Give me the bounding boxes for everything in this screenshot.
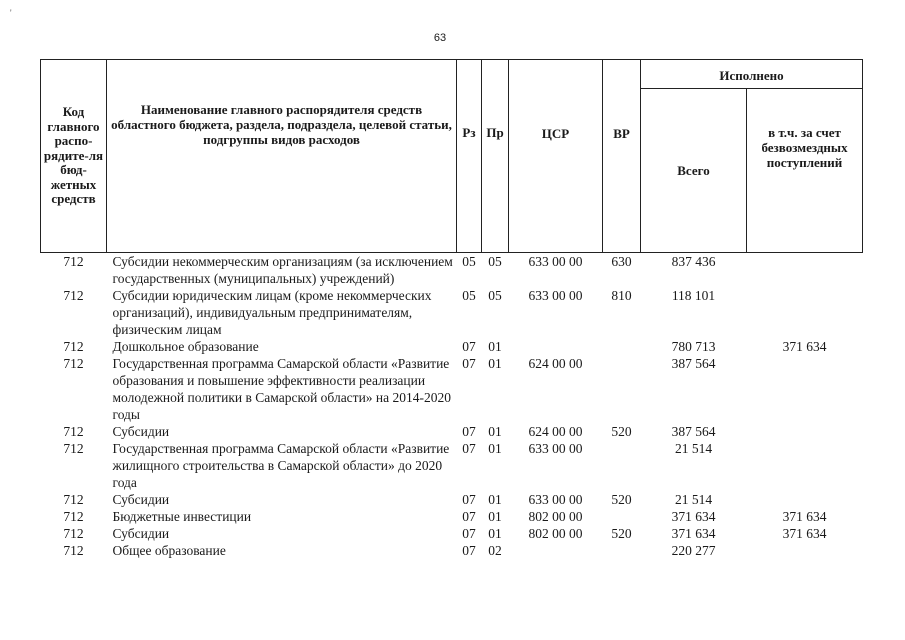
cell-vr: 630 [611, 254, 632, 269]
cell-name: Субсидии [112, 526, 170, 541]
cell-pr: 01 [488, 526, 502, 541]
cell-vr: 520 [611, 424, 632, 439]
cell-vr [603, 440, 641, 491]
cell-name: Субсидии некоммерческим организациям (за исключением государственных (муниципальных) учреждений) [112, 254, 453, 286]
cell-vr [603, 542, 641, 559]
cell-rz: 07 [462, 441, 476, 456]
cell-csr: 624 00 00 [528, 356, 583, 371]
cell-name: Дошкольное образование [112, 339, 259, 354]
table-row [41, 525, 863, 542]
cell-vr [603, 338, 641, 355]
cell-total: 21 514 [674, 441, 713, 456]
cell-csr: 633 00 00 [528, 288, 583, 303]
header-vr: ВР [603, 60, 641, 253]
cell-rz: 07 [462, 509, 476, 524]
table-row [41, 491, 863, 508]
cell-free [747, 542, 863, 559]
cell-free [747, 355, 863, 423]
table-row [41, 287, 863, 338]
cell-rz: 07 [462, 356, 476, 371]
cell-total: 220 277 [671, 543, 716, 558]
cell-csr: 633 00 00 [528, 492, 583, 507]
cell-total: 780 713 [671, 339, 716, 354]
header-csr: ЦСР [509, 60, 603, 253]
cell-vr: 520 [611, 526, 632, 541]
cell-vr: 810 [611, 288, 632, 303]
cell-code: 712 [63, 509, 84, 524]
cell-pr: 01 [488, 356, 502, 371]
cell-total: 387 564 [671, 424, 716, 439]
cell-free [747, 440, 863, 491]
cell-free: 371 634 [782, 509, 827, 524]
cell-total: 118 101 [671, 288, 716, 303]
cell-total: 837 436 [671, 254, 716, 269]
cell-name: Субсидии [112, 424, 170, 439]
cell-csr [509, 338, 603, 355]
cell-pr: 01 [488, 509, 502, 524]
header-code: Код главного распо-рядите-ля бюд-жетных средств [41, 60, 107, 253]
cell-pr: 05 [488, 254, 502, 269]
cell-name: Бюджетные инвестиции [112, 509, 252, 524]
header-free: в т.ч. за счет безвозмездных поступлений [747, 89, 863, 253]
cell-free: 371 634 [782, 339, 827, 354]
table-header [41, 60, 863, 253]
cell-code: 712 [63, 424, 84, 439]
cell-pr: 01 [488, 424, 502, 439]
cell-csr: 624 00 00 [528, 424, 583, 439]
cell-name: Субсидии юридическим лицам (кроме некоммерческих организаций), индивидуальным предпринимателям, физическим лицам [112, 288, 432, 337]
header-pr: Пр [482, 60, 509, 253]
cell-name: Субсидии [112, 492, 170, 507]
table-row [41, 440, 863, 491]
cell-total: 387 564 [671, 356, 716, 371]
cell-code: 712 [63, 356, 84, 371]
table-row [41, 253, 863, 288]
cell-pr: 01 [488, 492, 502, 507]
cell-vr [603, 508, 641, 525]
cell-code: 712 [63, 543, 84, 558]
cell-vr [603, 355, 641, 423]
cell-rz: 07 [462, 339, 476, 354]
cell-pr: 05 [488, 288, 502, 303]
cell-free [747, 423, 863, 440]
cell-csr: 633 00 00 [528, 254, 583, 269]
cell-vr: 520 [611, 492, 632, 507]
header-executed: Исполнено [641, 60, 863, 89]
cell-csr: 802 00 00 [528, 526, 583, 541]
corner-mark: ' [10, 8, 12, 18]
cell-code: 712 [63, 339, 84, 354]
cell-rz: 05 [462, 254, 476, 269]
cell-total: 371 634 [671, 526, 716, 541]
cell-code: 712 [63, 526, 84, 541]
cell-rz: 07 [462, 526, 476, 541]
header-rz: Рз [457, 60, 482, 253]
cell-code: 712 [63, 441, 84, 456]
cell-free [747, 491, 863, 508]
table-row [41, 338, 863, 355]
cell-code: 712 [63, 288, 84, 303]
cell-rz: 07 [462, 543, 476, 558]
cell-name: Общее образование [112, 543, 226, 558]
cell-rz: 07 [462, 424, 476, 439]
cell-csr: 633 00 00 [528, 441, 583, 456]
header-name: Наименование главного распорядителя средств областного бюджета, раздела, подраздела, целевой статьи, подгруппы видов расходов [107, 60, 457, 253]
header-total: Всего [641, 89, 747, 253]
cell-rz: 05 [462, 288, 476, 303]
cell-free [747, 253, 863, 288]
table-row [41, 542, 863, 559]
budget-table [40, 59, 863, 559]
cell-free [747, 287, 863, 338]
cell-pr: 02 [488, 543, 502, 558]
cell-free: 371 634 [782, 526, 827, 541]
table-row [41, 423, 863, 440]
cell-pr: 01 [488, 339, 502, 354]
cell-total: 371 634 [671, 509, 716, 524]
cell-name: Государственная программа Самарской области «Развитие жилищного строительства в Самарской области» до 2020 года [112, 441, 450, 490]
cell-code: 712 [63, 492, 84, 507]
cell-code: 712 [63, 254, 84, 269]
page-number: 63 [433, 32, 447, 44]
cell-csr [509, 542, 603, 559]
cell-csr: 802 00 00 [528, 509, 583, 524]
cell-pr: 01 [488, 441, 502, 456]
cell-name: Государственная программа Самарской области «Развитие образования и повышение эффективности реализации молодежной политики в Самарской области» на 2014-2020 годы [112, 356, 452, 422]
table-row [41, 508, 863, 525]
cell-total: 21 514 [674, 492, 713, 507]
table-body [41, 253, 863, 560]
table-row [41, 355, 863, 423]
cell-rz: 07 [462, 492, 476, 507]
